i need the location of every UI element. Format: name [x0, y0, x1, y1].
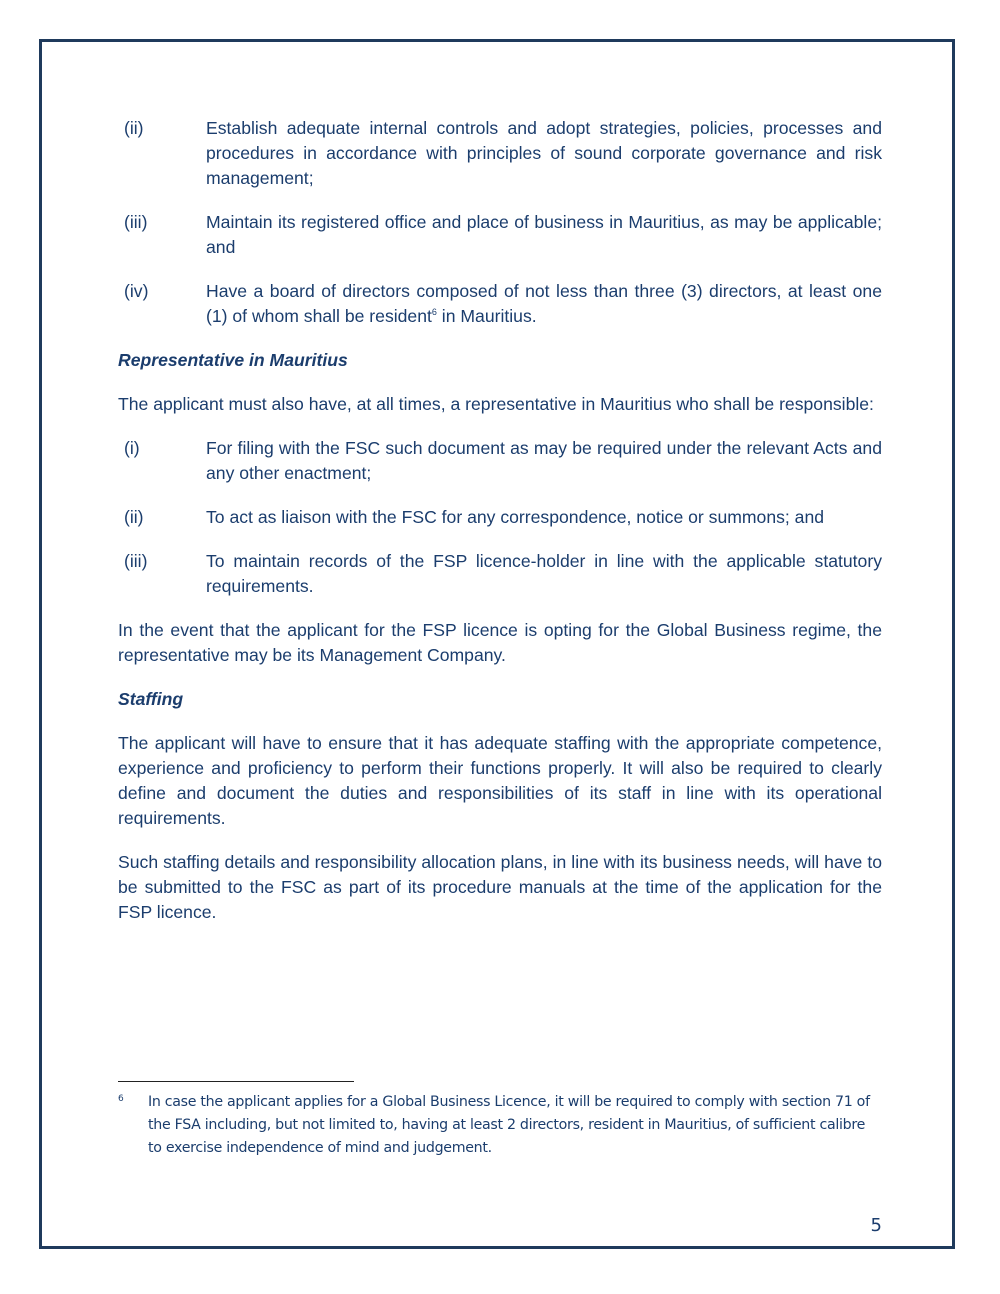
- list-text-part: in Mauritius.: [436, 306, 537, 326]
- section-heading-staffing: Staffing: [118, 689, 184, 709]
- page-number: 5: [870, 1215, 882, 1236]
- footnote-divider: [118, 1081, 354, 1082]
- list-text: Establish adequate internal controls and adopt strategies, policies, processes and procedures in accordance with principles of sound corporate governance and risk management;: [206, 118, 882, 188]
- representative-closing: In the event that the applicant for the FSP licence is opting for the Global Business regime, the representative may be its Management Company.: [118, 620, 882, 665]
- list-item: [118, 505, 882, 530]
- representative-intro: The applicant must also have, at all times, a representative in Mauritius who shall be responsible:: [118, 394, 874, 414]
- list-number: (iii): [124, 212, 148, 232]
- list-item: [118, 436, 882, 486]
- list-item: [118, 116, 882, 191]
- list-item: [118, 279, 882, 329]
- list-text: For filing with the FSC such document as may be required under the relevant Acts and any other enactment;: [206, 438, 882, 483]
- list-item: [118, 210, 882, 260]
- list-text: To act as liaison with the FSC for any correspondence, notice or summons; and: [206, 507, 825, 527]
- list-text: Maintain its registered office and place of business in Mauritius, as may be applicable; and: [206, 212, 882, 257]
- section-heading-representative: Representative in Mauritius: [118, 350, 348, 370]
- list-text-part: Have a board of directors composed of not less than three (3) directors, at least one (1) of whom shall be resident: [206, 281, 882, 326]
- list-number: (ii): [124, 507, 144, 527]
- list-number: (ii): [124, 118, 144, 138]
- list-text: [206, 279, 882, 329]
- document-body: [118, 116, 882, 944]
- list-number: (iii): [124, 551, 148, 571]
- list-number: (iv): [124, 281, 149, 301]
- staffing-paragraph: Such staffing details and responsibility allocation plans, in line with its business needs, will have to be submitted to the FSC as part of its procedure manuals at the time of the application for the FSP licence.: [118, 852, 882, 922]
- footnote: [118, 1091, 882, 1160]
- list-text: To maintain records of the FSP licence-holder in line with the applicable statutory requirements.: [206, 551, 882, 596]
- footnote-reference[interactable]: 6: [431, 307, 437, 318]
- list-item: [118, 549, 882, 599]
- staffing-paragraph: The applicant will have to ensure that it has adequate staffing with the appropriate competence, experience and proficiency to perform their functions properly. It will also be required to clearly define and document the duties and responsibilities of its staff in line with its operational requirements.: [118, 733, 882, 828]
- footnote-text: In case the applicant applies for a Global Business Licence, it will be required to comply with section 71 of the FSA including, but not limited to, having at least 2 directors, resident in Mauritius, of sufficient calibre to exercise independence of mind and judgement.: [148, 1094, 870, 1156]
- footnote-mark: 6: [118, 1094, 124, 1104]
- list-number: (i): [124, 438, 140, 458]
